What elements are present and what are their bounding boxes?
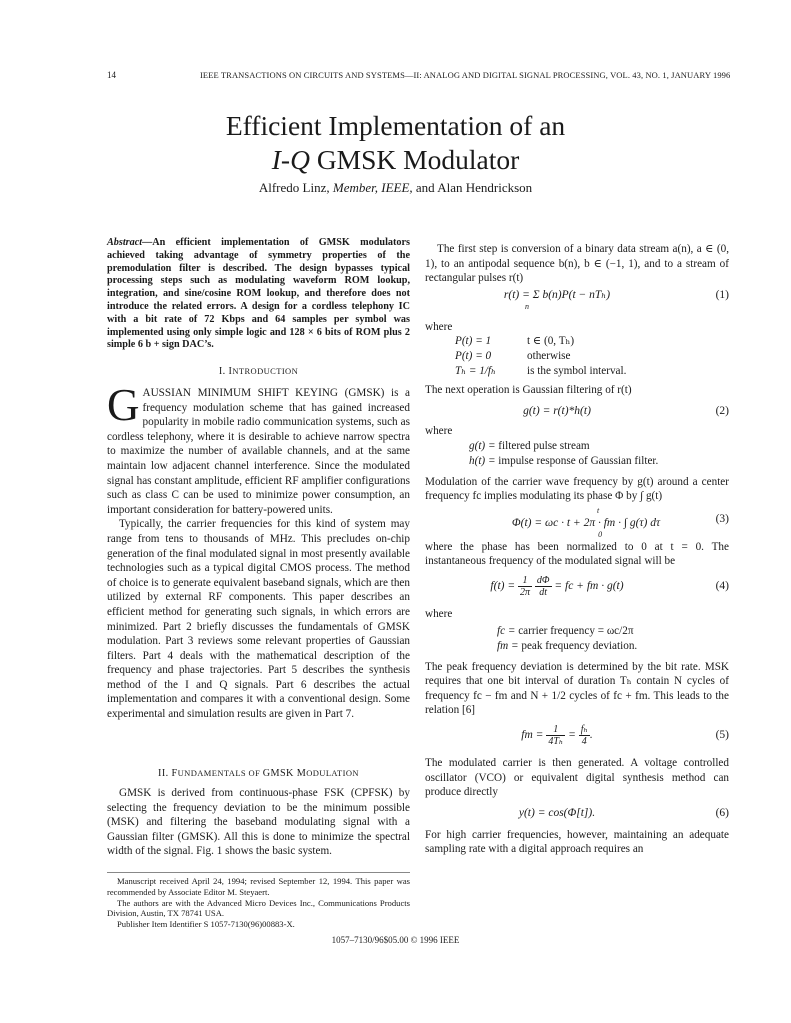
definition-row: P(t) = 1 t ∈ (0, Tₕ) (455, 335, 575, 348)
equation-3-expr: Φ(t) = ωc · t + 2π · fm · ∫ g(τ) dτ (511, 516, 661, 529)
section-title-initial: I (228, 366, 233, 377)
section-numeral: II. (158, 768, 169, 779)
author-rest: and Alan Hendrickson (415, 180, 533, 195)
equation-5-fraction-2: $\frac{\text{fₕ}}{4}$ (580, 723, 588, 747)
section-title-part: UNDAMENTALS OF (177, 768, 263, 778)
paragraph-binary-stream: The first step is conversion of a binary data stream a(n), a ∈ (0, 1), to an antipodal sequence b(n), b ∈ (−1, 1), and to a stream of rectangular pulses r(t) (425, 243, 729, 285)
equation-5-body (425, 724, 689, 747)
where-1: where (425, 320, 453, 333)
definition-row: Tₕ = 1/fₕ is the symbol interval. (455, 365, 627, 378)
paper-title-line1: Efficient Implementation of an (225, 110, 566, 141)
intro-paragraph-1 (107, 380, 410, 517)
equation-3-upper-limit: t (597, 505, 600, 515)
equation-5-end: . (589, 729, 593, 742)
drop-cap: G (107, 380, 140, 430)
footnote-affiliation: The authors are with the Advanced Micro Devices Inc., Communications Products Division, Austin, TX 78741 USA. (107, 897, 410, 919)
right-column (425, 242, 729, 857)
page-number: 14 (107, 70, 116, 80)
definition-row: g(t) = filtered pulse stream (469, 439, 590, 452)
running-head: IEEE TRANSACTIONS ON CIRCUITS AND SYSTEMS—II: ANALOG AND DIGITAL SIGNAL PROCESSING, VOL. 43, NO. 1, JANUARY 1996 (200, 70, 731, 80)
introduction-body (107, 380, 410, 722)
equation-1-body (425, 288, 689, 315)
title-iq: I-Q (271, 144, 310, 175)
equation-4-rhs: = fc + fm · g(t) (554, 580, 624, 593)
fundamentals-paragraph-1: GMSK is derived from continuous-phase FSK (CPFSK) by selecting the frequency deviation to be the minimum possible (MSK) and filtering the baseband modulating signal with a Gaussian filter (GMSK). All this is done to minimize the spectral width of the signal. Fig. 1 shows the basic system. (107, 787, 410, 858)
paragraph-modulated-carrier: The modulated carrier is then generated. A voltage controlled oscillator (VCO) or equivalent digital synthesis method can produce directly (425, 756, 729, 799)
author-1: Alfredo Linz, (258, 180, 330, 195)
section-numeral: I. (218, 366, 226, 377)
equation-6-number: (6) (715, 806, 729, 819)
definition-row: P(t) = 0 otherwise (455, 350, 571, 363)
footnote-manuscript: Manuscript received April 24, 1994; revised September 12, 1994. This paper was recommended by Associate Editor M. Steyaert. (107, 876, 410, 897)
abstract-text: An efficient implementation of GMSK modulators achieved taking advantage of symmetry properties of the premodulation filter is described. The design bypasses typical processing steps such as modulating waveform ROM lookup, integration, and sine/cosine ROM lookup, and therefore does not introduce the related errors. A design for a cordless telephony IC with a bit rate of 72 Kbps and 64 samples per symbol was implemented using only simple logic and 128 × 6 bits of ROM plus 2 simple 6 b + sign DAC’s. (107, 237, 410, 351)
section-heading-fundamentals (107, 768, 410, 779)
equation-2-body: g(t) = r(t)*h(t) (523, 404, 591, 417)
definition-row: fm = peak frequency deviation. (497, 639, 638, 652)
paragraph-high-carrier: For high carrier frequencies, however, maintaining an adequate sampling rate with a digital approach requires an (425, 828, 729, 856)
abstract-label: Abstract— (107, 237, 153, 248)
footnote-rule (107, 872, 410, 873)
equation-4-fraction: $\frac{1}{2\pi}$ (519, 574, 530, 598)
section-title-part: F (171, 768, 178, 779)
definitions-2 (425, 439, 729, 469)
equation-4-body (425, 575, 689, 598)
equation-5-fraction: $\frac{1}{\text{4Tₕ}}$ (548, 723, 564, 747)
definition-row: fc = carrier frequency = ωc/2π (497, 624, 634, 637)
paper-title-line2 (0, 143, 791, 176)
intro-paragraph-2: Typically, the carrier frequencies for this kind of system may range from tens to thousands of MHz. This precludes on-chip generation of the final modulated signal in most presently available technologies such as a typical digital CMOS process. The method of choice is to generate equivalent baseband signals, which are then utilized by external RF components. This paper describes an efficient method for generating such signals, in which errors are minimized. Part 2 briefly discusses the fundamentals of GMSK modulation. Part 3 reviews some relevant properties of Gaussian filters. Part 4 deals with the mathematical description of the frequency and phase trajectories. Part 5 describes the synthesis method of the I and Q signals. Part 6 describes the actual implementation and compares it with a conventional design. Some experimental and simulation results are given in Part 7. (107, 518, 410, 721)
definitions-1 (425, 334, 729, 379)
equation-4-number: (4) (715, 579, 729, 592)
equation-6-body: y(t) = cos(Φ[t]). (518, 806, 596, 819)
paragraph-peak-deviation: The peak frequency deviation is determined by the bit rate. MSK requires that one bit interval of duration Tₕ contain N cycles of frequency fc − fm and N + 1/2 cycles of fc + fm. This leads to the relation [6] (425, 660, 729, 717)
equation-6 (425, 800, 729, 828)
equation-3 (425, 504, 729, 540)
where-3: where (425, 607, 453, 620)
equation-1-number: (1) (715, 288, 729, 301)
paragraph-gaussian-filtering: The next operation is Gaussian filtering of r(t) (425, 384, 632, 397)
section-heading-introduction (107, 366, 410, 377)
abstract (107, 237, 410, 352)
paragraph-normalization: where the phase has been normalized to 0 at t = 0. The instantaneous frequency of the modulated signal will be (425, 540, 729, 568)
equation-4-lhs: f(t) = (490, 580, 516, 593)
section-title-part: ODULATION (306, 768, 359, 778)
equation-1-expr: r(t) = Σ b(n)P(t − nTₕ) (503, 288, 611, 301)
title-rest: GMSK Modulator (309, 144, 520, 175)
equation-3-number: (3) (715, 512, 729, 525)
equation-5 (425, 718, 729, 756)
definition-row: h(t) = impulse response of Gaussian filter. (469, 454, 659, 467)
intro-p1-text: AUSSIAN MINIMUM SHIFT KEYING (GMSK) is a frequency modulation scheme that has gained increased popularity in mobile radio communication systems, such as cordless telephony, where it is desirable to achieve narrow spectra to maximize the number of available channels, and at the same maintain low adjacent channel interference. Since the modulated signal has constant amplitude, efficient RF amplifier configurations such as class C can be used to minimize power consumption, an important consideration for battery-powered units. (107, 387, 410, 516)
paragraph-modulation: Modulation of the carrier wave frequency by g(t) around a center frequency fc implies modulating its phase Φ by ∫ g(t) (425, 475, 729, 503)
equation-3-body (425, 505, 689, 539)
equation-3-lower-limit: 0 (598, 529, 603, 539)
equation-5-lhs: fm = (521, 729, 544, 742)
section-title-part: GMSK M (262, 768, 307, 779)
equation-1 (425, 286, 729, 320)
equation-2-number: (2) (715, 404, 729, 417)
definitions-3 (425, 624, 729, 654)
authors (0, 180, 791, 196)
section-title-rest: NTRODUCTION (232, 366, 299, 376)
equation-5-equals: = (568, 729, 576, 742)
equation-2 (425, 398, 729, 424)
equation-1-subscript: n (525, 302, 529, 312)
equation-4 (425, 569, 729, 607)
where-2: where (425, 424, 453, 437)
copyright-line: 1057–7130/96$05.00 © 1996 IEEE (331, 935, 460, 945)
footnotes (107, 876, 410, 930)
equation-4-derivative: $\frac{d\Phi}{dt}$ (536, 574, 550, 598)
footnote-identifier: Publisher Item Identifier S 1057-7130(96)00883-X. (117, 919, 295, 930)
fundamentals-body (107, 786, 410, 859)
author-1-membership: Member, IEEE, (332, 180, 413, 195)
equation-5-number: (5) (715, 728, 729, 741)
